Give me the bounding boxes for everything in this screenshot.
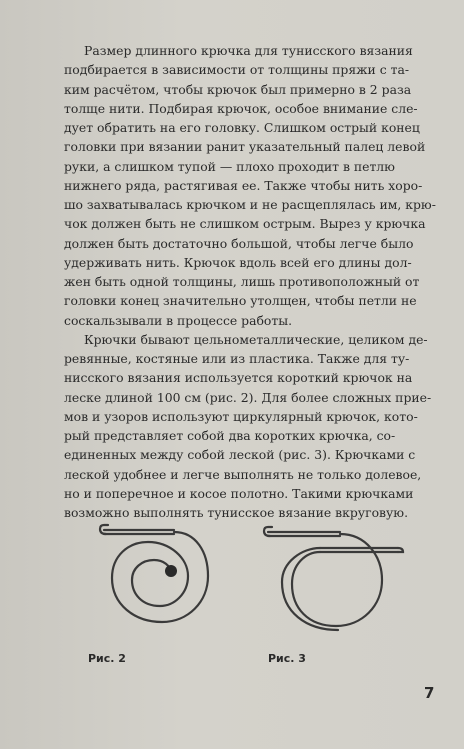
paragraph-hook-types [64, 330, 440, 523]
text-line: шо захватывалась крючком и не расщеплялась им, крю- [64, 197, 436, 212]
text-line: головки конец значительно утолщен, чтобы петли не [64, 293, 417, 309]
text-line: толще нити. Подбирая крючок, особое внимание сле- [64, 100, 418, 116]
text-line: леской удобнее и легче выполнять не только долевое, [64, 466, 422, 482]
text-line: головки при вязании ранит указательный палец левой [64, 139, 426, 155]
text-line: возможно выполнять тунисское вязание вкруговую. [64, 505, 409, 520]
text-line: леске длиной 100 см (рис. 2). Для более сложных прие- [64, 389, 432, 405]
text-line: подбирается в зависимости от толщины пряжи с та- [64, 62, 410, 78]
paragraph-hook-size [64, 41, 440, 330]
text-line: нисского вязания используется короткий крючок на [64, 370, 413, 386]
text-line: но и поперечное и косое полотно. Такими крючками [64, 485, 414, 501]
figure-2-label: Рис. 2 [88, 652, 126, 665]
text-line: ревянные, костяные или из пластика. Также для ту- [64, 351, 410, 366]
text-line: соскальзывали в процессе работы. [64, 312, 293, 328]
text-line: рый представляет собой два коротких крючка, со- [64, 428, 396, 443]
text-line: дует обратить на его головку. Слишком острый конец [64, 120, 420, 135]
text-line: чок должен быть не слишком острым. Вырез у крючка [64, 216, 426, 232]
text-line: должен быть достаточно большой, чтобы легче было [64, 235, 414, 251]
text-line: руки, а слишком тупой — плохо проходит в петлю [64, 158, 395, 174]
text-line: жен быть одной толщины, лишь противоположный от [64, 274, 420, 289]
text-line: удерживать нить. Крючок вдоль всей его длины дол- [64, 254, 412, 270]
body-text [64, 41, 440, 522]
text-line: Крючки бывают цельнометаллические, целиком де- [84, 331, 428, 347]
circular-hook-coil-icon [258, 522, 408, 632]
text-line: нижнего ряда, растягивая ее. Также чтобы нить хоро- [64, 177, 423, 193]
text-line: единенных между собой леской (рис. 3). Крючками с [64, 447, 416, 463]
figure-3-label: Рис. 3 [268, 652, 306, 665]
text-line: ким расчётом, чтобы крючок был примерно в 2 раза [64, 81, 412, 97]
text-line: Размер длинного крючка для тунисского вязания [84, 43, 413, 58]
short-hook-with-cord-coil-icon [96, 520, 216, 630]
text-line: мов и узоров используют циркулярный крючок, кото- [64, 408, 418, 424]
page-number: 7 [424, 684, 435, 702]
